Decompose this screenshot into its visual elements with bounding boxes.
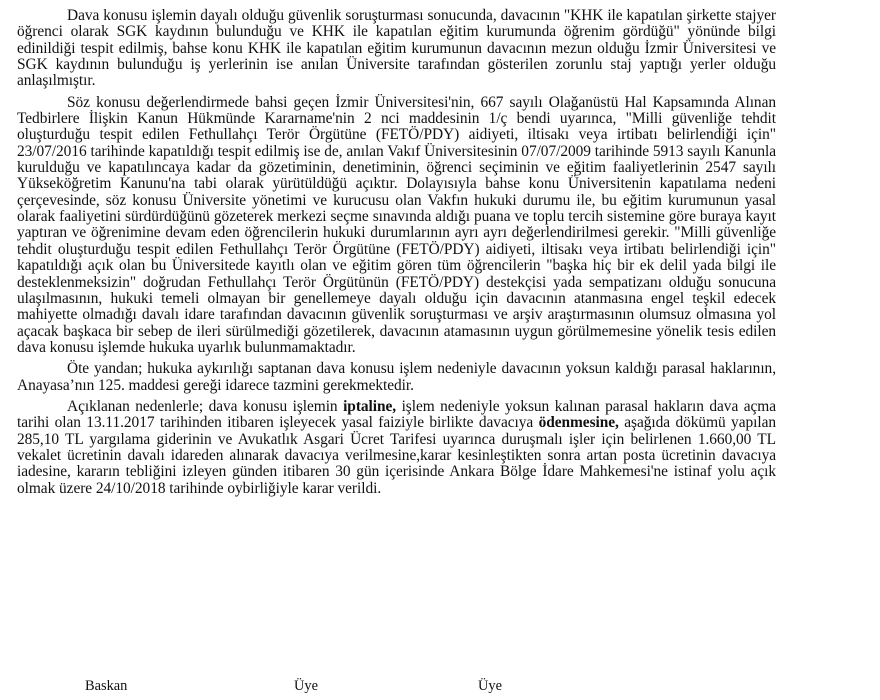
paragraph-4-emphasis-iptaline: iptaline, (343, 397, 397, 415)
paragraph-3 (17, 361, 776, 394)
paragraph-4-emphasis-odenmesine: ödenmesine, (538, 414, 619, 432)
paragraph-4-run-3: aşağıda dökümü yapılan 285,10 TL yargılama giderinin ve Avukatlık Asgari Ücret Tarifesi uyarınca duruşmalı işler için belirlenen 1.660,00 TL vekalet ücretinin davalı idareden alınarak davacıya verilmesine,karar kesinleştikten sonra artan posta ücretinin davacıya iadesine, kararın tebliğini izleyen günden itibaren 30 gün içerisinde Ankara Bölge İdare Mahkemesi'ne istinaf yolu açık olmak üzere 24/10/2018 tarihinde oybirliğiyle karar verildi. (17, 414, 777, 497)
document-body (17, 8, 776, 497)
paragraph-4 (17, 399, 776, 497)
paragraph-2 (17, 95, 776, 357)
paragraph-1-text: Dava konusu işlemin dayalı olduğu güvenlik soruşturması sonucunda, davacının "KHK ile kapatılan şirkette stajyer öğrenci olarak SGK kaydının bulunduğu ve KHK ile kapatılan eğitim kurumunda öğrenim gördüğü" yönünde bilgi edinildiği tespit edilmiş, bahse konu KHK ile kapatılan eğitim kurumunun davacının mezun olduğu İzmir Üniversitesi ve SGK kaydının bulunduğu iş yerlerinin ise anılan Üniversite tarafından gösterilen zorunlu staj yaptığı yerler olduğu anlaşılmıştır. (17, 7, 776, 90)
signature-chair-label: Baskan (85, 678, 128, 694)
paragraph-4-run-1: Açıklanan nedenlerle; dava konusu işlemin (67, 397, 344, 415)
paragraph-2-text: Söz konusu değerlendirmede bahsi geçen İzmir Üniversitesi'nin, 667 sayılı Olağanüstü Hal Kapsamında Alınan Tedbirlere İlişkin Kanun Hükmünde Kararname'nin 2 nci maddesinin 1/ç bendi uyarınca, "Milli güvenliğe tehdit oluşturduğu tespit edilen Fethullahçı Terör Örgütüne (FETÖ/PDY) aidiyeti, iltisakı veya irtibatı belirlendiği için" 23/07/2016 tarihinde kapatıldığı tespit edilmiş ise de, anılan Vakıf Üniversitesinin 07/07/2009 tarihinde 5913 sayılı Kanunla kurulduğu ve kapatılıncaya kadar da gözetiminin, denetiminin, öğrenci seçiminin ve eğitim faaliyetlerinin 2547 sayılı Yükseköğretim Kanunu'na tabi olarak yürütüldüğü açıktır. Dolayısıyla bahse konu Üniversitenin kapatılama nedeni çerçevesinde, söz konusu Üniversite yönetimi ve kurucusu olan Vakfın hukuki durumu ile, bu eğitim kurumunun yasal olarak faaliyetini sürdürdüğünü gözeterek merkezi seçme sınavında aldığı puana ve toplu tercih sistemine göre buraya kayıt yaptıran ve öğrenimine devam eden öğrencilerin hukuki durumlarının ayrı ayrı değerlendirilmesi gerekir. "Milli güvenliğe tehdit oluşturduğu tespit edilen Fethullahçı Terör Örgütüne (FETÖ/PDY) aidiyeti, iltisakı veya irtibatı belirlendiği için" kapatıldığı açık olan bu Üniversitede kayıtlı olan ve eğitim gören tüm öğrencilerin "başka hiç bir ek delil yada bilgi ile desteklenmeksizin" doğrudan Fethullahçı Terör Örgütünün (FETÖ/PDY) destekçisi yada sempatizanı olduğu sonucuna ulaşılmasının, hukuki temeli olmayan bir genellemeye dayalı olduğu için davacının atanmasına engel teşkil edecek mahiyette olmadığı davalı idare tarafından davacının güvenlik soruşturması ve arşiv araştırmasının olumsuz olmasına yol açacak başkaca bir sebep de ileri sürülmediği gözetilerek, davacının atamasının uygun görülmemesine yönelik tesis edilen dava konusu işlemde hukuka uyarlık bulunmamaktadır. (17, 93, 776, 356)
signature-member-2-label: Üye (478, 678, 502, 694)
signature-member-1-label: Üye (294, 678, 318, 694)
paragraph-4-run-2: işlem nedeniyle yoksun kalınan parasal hakların dava açma tarihi olan 13.11.2017 tarihinden itibaren işleyecek yasal faiziyle birlikte davacıya (17, 397, 776, 432)
paragraph-3-text: Öte yandan; hukuka aykırılığı saptanan dava konusu işlem nedeniyle davacının yoksun kaldığı parasal haklarının, Anayasa’nın 125. maddesi gereği idarece tazmini gerekmektedir. (17, 360, 776, 394)
paragraph-1 (17, 8, 776, 90)
